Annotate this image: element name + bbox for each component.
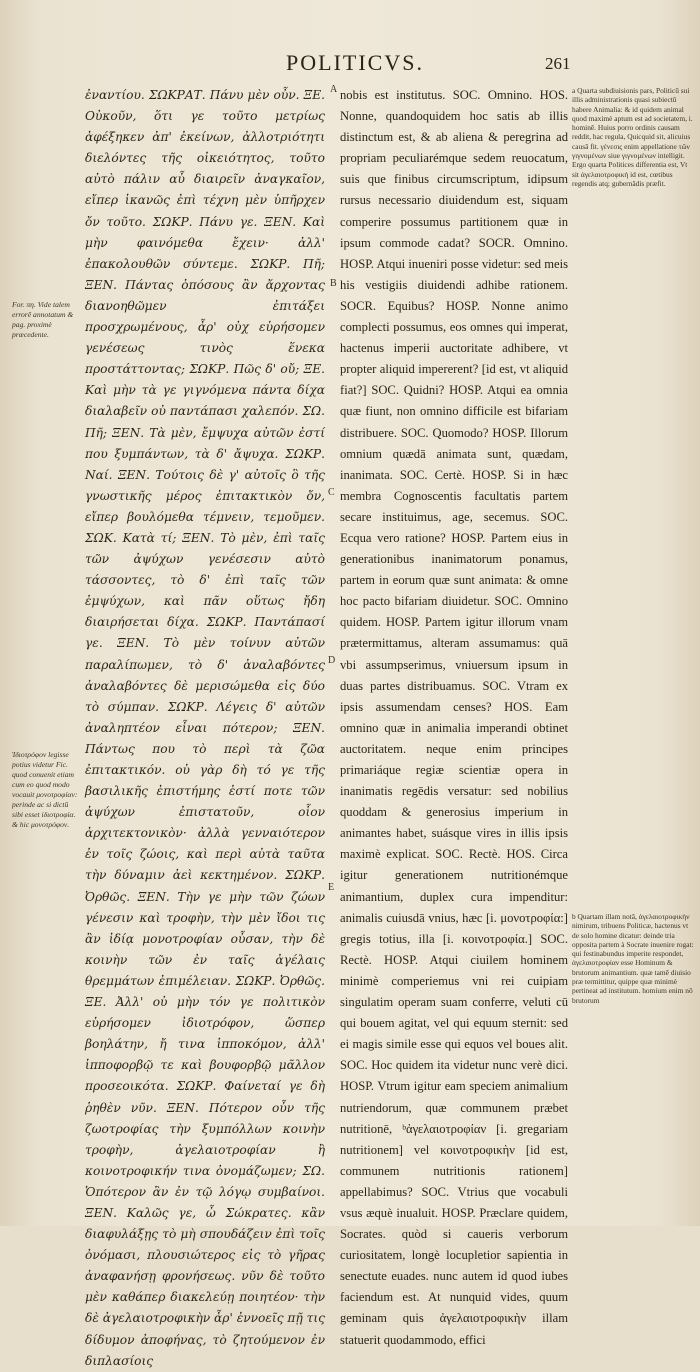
column-divider [333,80,334,1200]
section-letter-a: A [330,84,338,95]
section-letter-b: B [330,278,337,289]
latin-text: nobis est institutus. SOC. Omnino. HOS. Nonne, quandoquidem hoc satis ab illis distinctum est, & ab aliena & peregrina ad propriam peculiarémque sedem reuocatum, suis que finibus circumscriptum, idipsum rursus necessario diuidendum est, siquam comperire possumus partitionem quæ in ipsum commode cadat? SOCR. Omnino. HOSP. Atqui inueniri posse videtur: sed meis his vestigiis diuidendi adhibe rationem. SOCR. Equibus? HOSP. Nonne animo complecti possumus, eos omnes qui imperat, hactenus imperii auctoritate adhibere, vt propter aliquid impererent? [id est, vt aliquid fiat?] SOC. Quidni? HOSP. Atqui ea omnia quæ fiunt, non omnino difficile est bifariam distribuere. SOC. Quomodo? HOSP. Illorum omnium quædā animata sunt, quædam, inanimata. SOC. Certè. HOSP. Si in hæc membra Cognoscentis facultatis partem secare instituimus, age, secemus. SOC. Ecqua vero ratione? HOSP. Partem eius in generationibus inanimatorum ponamus, partem in eorum quæ sunt animata: & omne hoc pacto bifariam diuidetur. SOC. Omnino quidem. HOSP. Partem igitur illorum vnam prætermittamus, alteram assumamus: quā vbi assumpserimus, vniuersum ipsum in duas partes distribuamus. SOC. Vtram ex ipsis assumendam censes? HOS. Eam omnino quæ in animalia imperandi obtinet auctoritatem. neque enim principes primariáque regiæ scientiæ opera in inanimatis regēdis versatur: sed nobilius quoddam & generosius imperium in animantes habet, suásque vires in illis ipsis maximè explicat. SOC. Rectè. HOS. Circa igitur generationem nutritionémque animantium, duplex cura impenditur: animalis cuiusdā vnius, hæc [i. μονοτροφία:] gregis totius, illa [i. κοινοτροφία.] SOC. Rectè. HOSP. Atqui ciuilem hominem minimè comperiemus vni rei cuipiam singulatim operam suam conferre, veluti cū qui bouem agitat, vel qui equum sternit: sed ei magis simile esse qui equos vel boues alit. SOC. Hoc quidem ita videtur nunc verè dici. HOSP. Vtrum igitur eam speciem animalium nutriendorum, quæ communem præbet nutritionē, ᵇἀγελαιοτροφίαν [i. gregariam nutritionem] vel κοινοτροφικὴν [id est, communem nutritionis rationem] appellabimus? SOC. Vtrius que vocabuli vsus æquè inualuit. HOSP. Præclare quidem, Socrates. quòd si caueris verborum curiositatem, longè locupletior sapientia in senectute euades. nunc autem id quod iubes faciendum est. At nunquid vides, quum geminam quis ἀγελαιοτροφικὴν illam statuerit quodammodo, effici [340,88,568,1347]
section-letter-e: E [328,882,335,893]
right-margin-note-b: b Quartam illam notā, ἀγελαιοτροφικὴν nimirum, tribuens Politicæ, hactenus vt de solo homine dicatur: deinde tria opposita partem à Socrate inuenire rogat: qui festinabundus imperite respondet, ἀγελαιοτροφίαν esse Hominum & brutorum animantium. quæ tamē diuisio præ termittitur, quippe quæ minimè pertineat ad institutum. homium enim nō brutorum [572,912,694,1005]
left-margin-note: Ἰδιοτρόφον legisse potius videtur Fic. quod conuenit etiam cum eo quod modo vocauit μονοτροφίαν: perinde ac si dictū sibi esset ἰδιοτροφία. & hic μονοτρόφον. [12,750,78,829]
section-letter-c: C [328,487,335,498]
page-number: 261 [545,54,571,73]
right-margin-note-a: a Quarta subdiuisionis pars, Politicū sui illis administrationis quasi subiectū habere Animalia: & id quidem animal quod maximè aptum est ad societatem, i. hominē. Huius porro ordinis causam reddit, hac regula, Quicquid sit, alicuius causā fit. γένεσις enim appellatione τῶν γιγνομένων siue γιγνομένων intelligit. Ergo quarta Politices differentia est, Vt sit ἀγελαιοτροφική id est, cœtibus regendis atq; gubernādis præfit. [572,86,693,188]
running-title: POLITICVS. [286,50,424,75]
left-margin-note: For. πη. Vide talem errorē annotatum & pag. proximè præcedente. [12,300,74,339]
latin-text-column [340,85,568,1351]
greek-text-column [85,85,325,1372]
section-letter-d: D [328,655,336,666]
greek-text: ἐναντίου. ΣΩΚΡΑΤ. Πάνυ μὲν οὖν. ΞΕ. Οὐκοῦν, ὅτι γε τοῦτο μετρίως ἀφέξηκεν ἀπ' ἐκείνων, ἀλλοτριότητι διελόντες τῆς οἰκειότητος, τοῦτο αὐτὸ πάλιν αὖ διαιρεῖν ἀναγκαῖον, εἴπερ ἱκανῶς ἐπὶ τέχνη μὲν ὑπῆρχεν ὄν τοῦτο. ΣΩΚΡ. Πάνυ γε. ΞΕΝ. Καὶ μὴν φαινόμεθα ἔχειν· ἀλλ' ἐπακολουθῶν σύντεμε. ΣΩΚΡ. Πῆ; ΞΕΝ. Πάντας ὁπόσους ἂν ἄρχοντας διανοηθῶμεν ἐπιτάξει προσχρωμένους, ἆρ' οὐχ εὑρήσομεν γενέσεως τινὸς ἕνεκα προστάττοντας; ΣΩΚΡ. Πῶς δ' οὔ; ΞΕ. Καὶ μὴν τὰ γε γιγνόμενα πάντα δίχα διαλαβεῖν οὐ παντάπασι χαλεπόν. ΣΩ. Πῆ; ΞΕΝ. Τὰ μὲν, ἔμψυχα αὐτῶν ἐστί που ξυμπάντων, τὰ δ' ἄψυχα. ΣΩΚΡ. Ναί. ΞΕΝ. Τούτοις δὲ γ' αὐτοῖς ὃ τῆς γνωστικῆς μέρος ἐπιτακτικὸν ὄν, εἴπερ βουλόμεθα τέμνειν, τεμοῦμεν. ΣΩΚ. Κατὰ τί; ΞΕΝ. Τὸ μὲν, ἐπὶ ταῖς τῶν ἀψύχων γενέσεσιν αὐτὸ τάσσοντες, τὸ δ' ἐπὶ ταῖς τῶν ἐμψύχων, καὶ πᾶν οὕτως ἤδη διαιρήσεται δίχα. ΣΩΚΡ. Παντάπασί γε. ΞΕΝ. Τὸ μὲν τοίνυν αὐτῶν παραλίπωμεν, τὸ δ' ἀναλαβόντες ἀναλαβόντες δὲ μερισώμεθα εἰς δύο τὸ σύμπαν. ΣΩΚΡ. Λέγεις δ' αὐτῶν ἀναληπτέον εἶναι πότερον; ΞΕΝ. Πάντως που τὸ περὶ τὰ ζῶα ἐπιτακτικόν. οὐ γὰρ δὴ τό γε τῆς βασιλικῆς ἐπιστήμης ἐστί ποτε τῶν ἀψύχων ἐπιστατοῦν, οἷον ἀρχιτεκτονικὸν· ἀλλὰ γενναιότερον ἐν τοῖς ζώοις, καὶ περὶ αὐτὰ ταῦτα τὴν δύναμιν ἀεὶ κεκτημένον. ΣΩΚΡ. Ὀρθῶς. ΞΕΝ. Τὴν γε μὴν τῶν ζώων γένεσιν καὶ τροφὴν, τὴν μὲν ἴδοι τις ἂν ἰδίᾳ μονοτροφίαν οὖσαν, τὴν δὲ κοινὴν τῶν ἐν ταῖς ἀγέλαις θρεμμάτων ἐπιμέλειαν. ΣΩΚΡ. Ὀρθῶς. ΞΕ. Ἀλλ' οὐ μὴν τόν γε πολιτικὸν εὑρήσομεν ἰδιοτρόφον, ὥσπερ βοηλάτην, ἤ τινα ἱπποκόμον, ἀλλ' ἱπποφορβῷ τε καὶ βουφορβῷ μᾶλλον προσεοικότα. ΣΩΚΡ. Φαίνεταί γε δὴ ῥηθὲν νῦν. ΞΕΝ. Πότερον οὖν τῆς ζωοτροφίας τὴν ξυμπόλλων κοινὴν τροφὴν, ἀγελαιοτροφίαν ἢ κοινοτροφικήν τινα ὀνομάζωμεν; ΣΩ. Ὁπότερον ἂν ἐν τῷ λόγῳ συμβαίνοι. ΞΕΝ. Καλῶς γε, ὦ Σώκρατες. κἂν διαφυλάξῃς τὸ μὴ σπουδάζειν ἐπὶ τοῖς ὀνόμασι, πλουσιώτερος εἰς τὸ γῆρας ἀναφανήσῃ φρονήσεως. νῦν δὲ τοῦτο μὲν καθάπερ διακελεύῃ ποιητέον· τὴν δὲ ἀγελαιοτροφικὴν ἆρ' ἐννοεῖς πῇ τις δίδυμον ἀποφήνας, τὸ ζητούμενον ἐν διπλασίοις [85,88,325,1368]
